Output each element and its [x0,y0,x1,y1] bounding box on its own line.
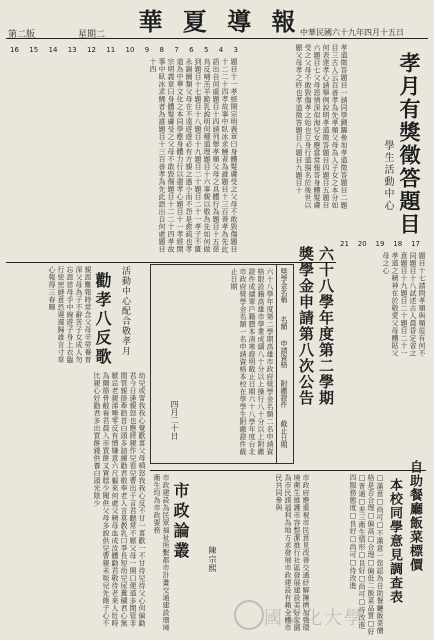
quiz-headline: 孝月有獎徵答題目 [397,52,422,236]
page-label: 第二版 [8,30,36,40]
question-number: 12 [87,46,96,54]
question-number: 17 [411,240,420,248]
column-body-right: 市政府應重視市民意見改善交通紓解擁擠加強環境衛生維護市容整潔推行社區發展建設美好家園為市民謀福利為地方求發展市政建設有賴全體市民共同參與 [275,474,310,632]
questions-body-lower: 題目十七請問孝順與順從有何不同題目十八試述古人晨昏定省之意題目十九題目二十題目二十一孝道之精神在於敬愛父母體貼父母之心 [382,252,426,357]
question-number: 9 [144,46,150,54]
deadline: 四月二十日 [170,400,179,440]
survey-title-2: 本校同學意見調查表 [387,478,402,604]
question-number: 5 [203,46,209,54]
weekday: 星期二 [78,30,106,40]
quiz-sponsor: 學生活動中心 [382,140,393,212]
scholarship-headline: 六十八學年度第二學期 [317,246,335,406]
question-number: 3 [233,46,238,54]
issue-date: 中華民國六十九年四月十五日 [300,28,404,37]
question-number: 10 [125,46,135,54]
question-number: 7 [174,46,179,54]
question-number: 6 [189,46,194,54]
table-header-deadline: 截止日期 [280,420,288,448]
survey-body: □滿意□尚可□不滿意一您認為自助餐廳飯菜價格是否合理□偏高□合理□偏低二飯菜品質□好□普通□差三衛生情形□良好□尚可□待改進四服務態度□良好□尚可□待改進 [349,474,384,636]
question-number: 8 [159,46,165,54]
question-number: 18 [393,240,403,248]
question-number: 16 [10,46,19,54]
quiz-body-col: 孝道徵答題目一請同學踴躍參加孝道徵答題目二題目三古人云百善孝為先孝順父母為人子女之本分如何表達孝心請舉例說明孝道徵答題目四題目五題目六題目七父母恩情深似海兒女應當常報答身體髮膚受之父母不敢毀傷孝之始也立身行道揚名於後世以顯父母孝之終也孝道徵答題目八題目九題目十 [295,44,348,209]
survey-title-1: 自助餐廳飯菜標價 [407,460,422,572]
masthead-top-rule [6,38,428,39]
watermark-text: 國文化大學 [264,608,364,629]
column-title: 市政論叢 [171,482,190,562]
question-number: 21 [340,240,349,248]
scholarship-table-body: 六十八學年度第二學期高雄市政府獎學金名額二名申請資格限設籍高雄市學業成績八十分以上操行八十分以上附繳證件成績單戶籍謄本清寒證明截止日期六十八學年度台北市政府獎學金名額一名申請資格本校在學學生附繳證件截止日期 [230,268,274,456]
table-header-name: 獎學金名稱 [280,268,288,303]
column-author: 陳宗熙 [208,546,217,573]
poem-body-lower: 幼兒或詈我我心覺歡喜父母嗔怒我我心反不甘一喜歡一不甘待兒待父心何偏勸君今日逢親怒也應將親作兒看兒曹出千言君聽常不厭父母一開口便道多閒管非閒管親掛牽皓首白頭多諳練勸君敬奉老人言莫教乳口爭長短幼兒尿糞穢君心無厭忌老親涕唾零反有憎嫌意六尺軀來何處父精母血成汝體勸君敬待老來人壯時為爾筋骨敝看君晨入市買餅又買糕少聞供父母多說供兒曹親未啖兒先飽子心不比親心好勸君多出買餅錢供養白頭光陰少 [93,372,146,627]
question-number: 19 [375,240,385,248]
questions-body: 題目十一孝經開宗明義章曰身體髮膚受之父母不敢毀傷題目十二二十四孝故事中臥冰求鯉者為誰題目十三百善孝為先此語出自何處題目十四請列舉孝順父母之具體行為題目十五慈烏反哺羔羊跪乳說明何種道理題目十六事親以敬為先如何做到題目十七題目十八題目十九題目二十題目二十一孝子不匱永錫爾類父母在不遠遊遊必有方親之過小而不怨是愈疏也孝道為中華文化之本同學應身體力行以盡孝心題目十一孝經開宗明義章曰身體髮膚受之父母不敢毀傷題目十二二十四孝故事中臥冰求鯉者為誰題目十三百善孝為先此語出自何處題目十四 [149,58,238,253]
question-number-row-lower [340,240,420,250]
poem-body-upper: 親恩難報時常念父母辛勞養育深父母為子不辭苦子女成人勿忘恩慈母手中線遊子身上衣臨行密密縫意恐遲遲歸誰言寸草心報得三春暉 [48,266,92,364]
table-header-qualification: 申請資格 [280,340,288,368]
masthead-title: 華 夏 導 報 [138,7,302,36]
scholarship-headline-2: 獎學金申請第八次公告 [297,246,315,406]
section-divider [6,262,336,263]
question-number: 14 [48,46,58,54]
column-body: 市政建設為民眾福祉所繫都市計畫交通建設環境衛生均為市政要務 [153,474,170,632]
question-number: 15 [29,46,39,54]
watermark-seal-icon [234,600,264,630]
question-number: 4 [218,46,224,54]
table-header-quota: 名額 [280,316,288,330]
poem-sponsor: 活動中心配合敬孝月 [120,266,130,356]
question-number: 11 [106,46,116,54]
question-number: 20 [357,240,367,248]
question-number: 13 [67,46,77,54]
poem-title: 勸孝八反歌 [93,272,112,367]
table-header-documents: 附繳證件 [280,380,288,408]
section-divider-2 [150,470,426,471]
question-number-row [10,46,238,56]
